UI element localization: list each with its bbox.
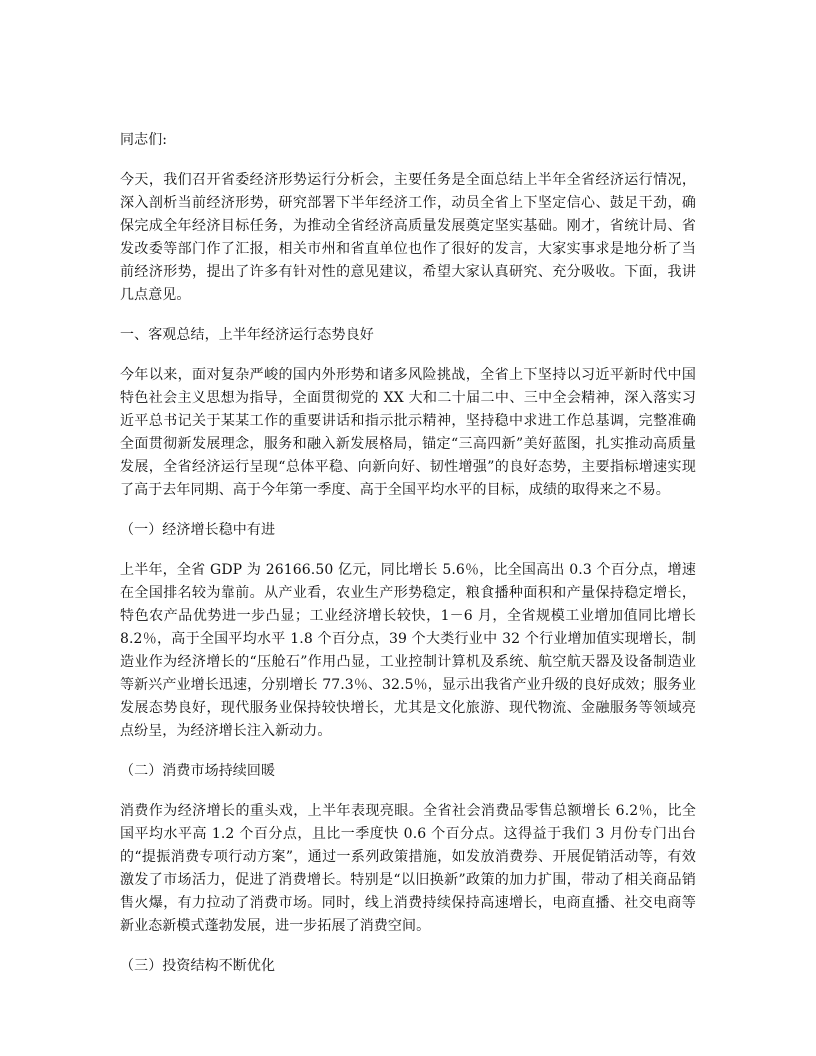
- document-body: [120, 129, 696, 995]
- subsection-heading-3: （三）投资结构不断优化: [120, 958, 276, 974]
- subsection-heading-2: （二）消费市场持续回暖: [120, 763, 276, 779]
- section-heading-1: 一、客观总结，上半年经济运行态势良好: [120, 327, 374, 343]
- paragraph-intro: 今天，我们召开省委经济形势运行分析会，主要任务是全面总结上半年全省经济运行情况，深入剖析当前经济形势，研究部署下半年经济工作，动员全省上下坚定信心、鼓足干劲，确保完成全年经济目标任务，为推动全省经济高质量发展奠定坚实基础。刚才，省统计局、省发改委等部门作了汇报，相关市州和省直单位也作了很好的发言，大家实事求是地分析了当前经济形势，提出了许多有针对性的意见建议，希望大家认真研究、充分吸收。下面，我讲几点意见。: [120, 172, 696, 303]
- salutation: 同志们:: [120, 132, 168, 148]
- paragraph-consumption: 消费作为经济增长的重头戏，上半年表现亮眼。全省社会消费品零售总额增长 6.2％，比全国平均水平高 1.2 个百分点，且比一季度快 0.6 个百分点。这得益于我们 3 月份专门出台的“提振消费专项行动方案”，通过一系列政策措施，如发放消费券、开展促销活动等，有效激发了市场活力，促进了消费增长。特别是“以旧换新”政策的加力扩围，带动了相关商品销售火爆，有力拉动了消费市场。同时，线上消费持续保持高速增长，电商直播、社交电商等新业态新模式蓬勃发展，进一步拓展了消费空间。: [120, 803, 696, 934]
- paragraph-section-1-summary: 今年以来，面对复杂严峻的国内外形势和诸多风险挑战，全省上下坚持以习近平新时代中国特色社会主义思想为指导，全面贯彻党的 XX 大和二十届二中、三中全会精神，深入落实习近平总书记关于某某工作的重要讲话和指示批示精神，坚持稳中求进工作总基调，完整准确全面贯彻新发展理念，服务和融入新发展格局，锚定“三高四新”美好蓝图，扎实推动高质量发展，全省经济运行呈现“总体平稳、向新向好、韧性增强”的良好态势，主要指标增速实现了高于去年同期、高于今年第一季度、高于全国平均水平的目标，成绩的取得来之不易。: [120, 367, 696, 498]
- paragraph-economic-growth: 上半年，全省 GDP 为 26166.50 亿元，同比增长 5.6％，比全国高出 0.3 个百分点，增速在全国排名较为靠前。从产业看，农业生产形势稳定，粮食播种面积和产量保持稳定增长，特色农产品优势进一步凸显；工业经济增长较快，1－6 月，全省规模工业增加值同比增长 8.2％，高于全国平均水平 1.8 个百分点，39 个大类行业中 32 个行业增加值实现增长，制造业作为经济增长的“压舱石”作用凸显，工业控制计算机及系统、航空航天器及设备制造业等新兴产业增长迅速，分别增长 77.3％、32.5％，显示出我省产业升级的良好成效；服务业发展态势良好，现代服务业保持较快增长，尤其是文化旅游、现代物流、金融服务等领域亮点纷呈，为经济增长注入新动力。: [120, 562, 696, 739]
- subsection-heading-1: （一）经济增长稳中有进: [120, 522, 276, 538]
